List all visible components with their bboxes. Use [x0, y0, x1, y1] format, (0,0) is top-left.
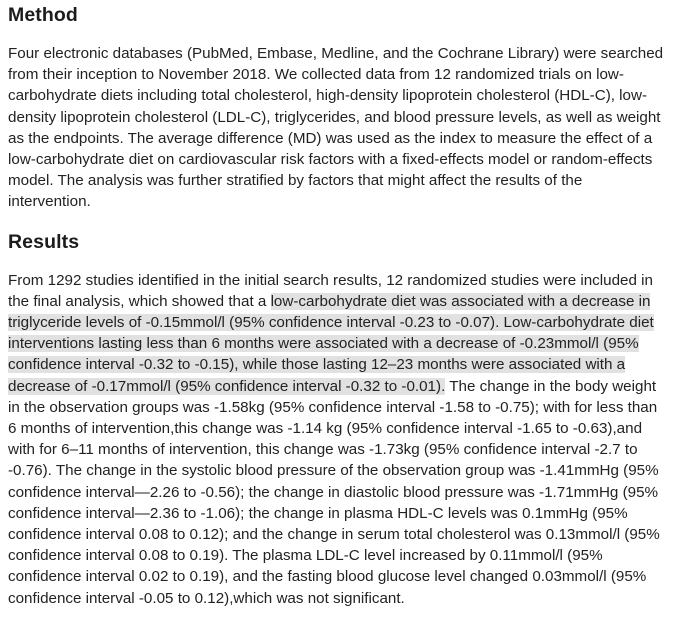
highlighted-text-selection[interactable]: low-carbohydrate diet was associated with a decrease in triglyceride levels of -0.15mmol/l (95% confidence interval -0.23 to -0.07). Low-carbohydrate diet interventions lasting less than 6 months were associated with a decrease of -0.23mmol/l (95% confidence interval -0.32 to -0.15), while those lasting 12–23 months were associated with a decrease of -0.17mmol/l (95% confidence interval -0.32 to -0.01). [8, 292, 654, 395]
results-text-before: From 1292 studies identified in the initial search results, 12 randomized studies were included in the final analysis, which showed that a [8, 271, 653, 310]
results-text-after: The change in the body weight in the observation groups was -1.58kg (95% confidence interval -1.58 to -0.75); with for less than 6 months of intervention,this change was -1.14 kg (95% confidence interval -1.65 to -0.63),and with for 6–11 months of intervention, this change was -1.73kg (95% confidence interval -2.7 to -0.76). The change in the systolic blood pressure of the observation group was -1.41mmHg (95% confidence interval—2.26 to -0.56); the change in diastolic blood pressure was -1.71mmHg (95% confidence interval—2.36 to -1.06); the change in plasma HDL-C levels was 0.1mmHg (95% confidence interval 0.08 to 0.12); and the change in serum total cholesterol was 0.13mmol/l (95% confidence interval 0.08 to 0.19). The plasma LDL-C level increased by 0.11mmol/l (95% confidence interval 0.02 to 0.19), and the fasting blood glucose level changed 0.03mmol/l (95% confidence interval -0.05 to 0.12),which was not significant. [8, 377, 660, 607]
method-paragraph[interactable]: Four electronic databases (PubMed, Embase, Medline, and the Cochrane Library) were searched from their inception to November 2018. We collected data from 12 randomized trials on low-carbohydrate diets including total cholesterol, high-density lipoprotein cholesterol (HDL-C), low-density lipoprotein cholesterol (LDL-C), triglycerides, and blood pressure levels, as well as weight as the endpoints. The average difference (MD) was used as the index to measure the effect of a low-carbohydrate diet on cardiovascular risk factors with a fixed-effects model or random-effects model. The analysis was further stratified by factors that might affect the results of the intervention. [8, 45, 664, 211]
results-paragraph[interactable] [8, 270, 666, 609]
results-section [8, 229, 666, 609]
method-heading: Method [8, 4, 78, 26]
results-heading: Results [8, 230, 80, 253]
method-section [8, 0, 666, 213]
